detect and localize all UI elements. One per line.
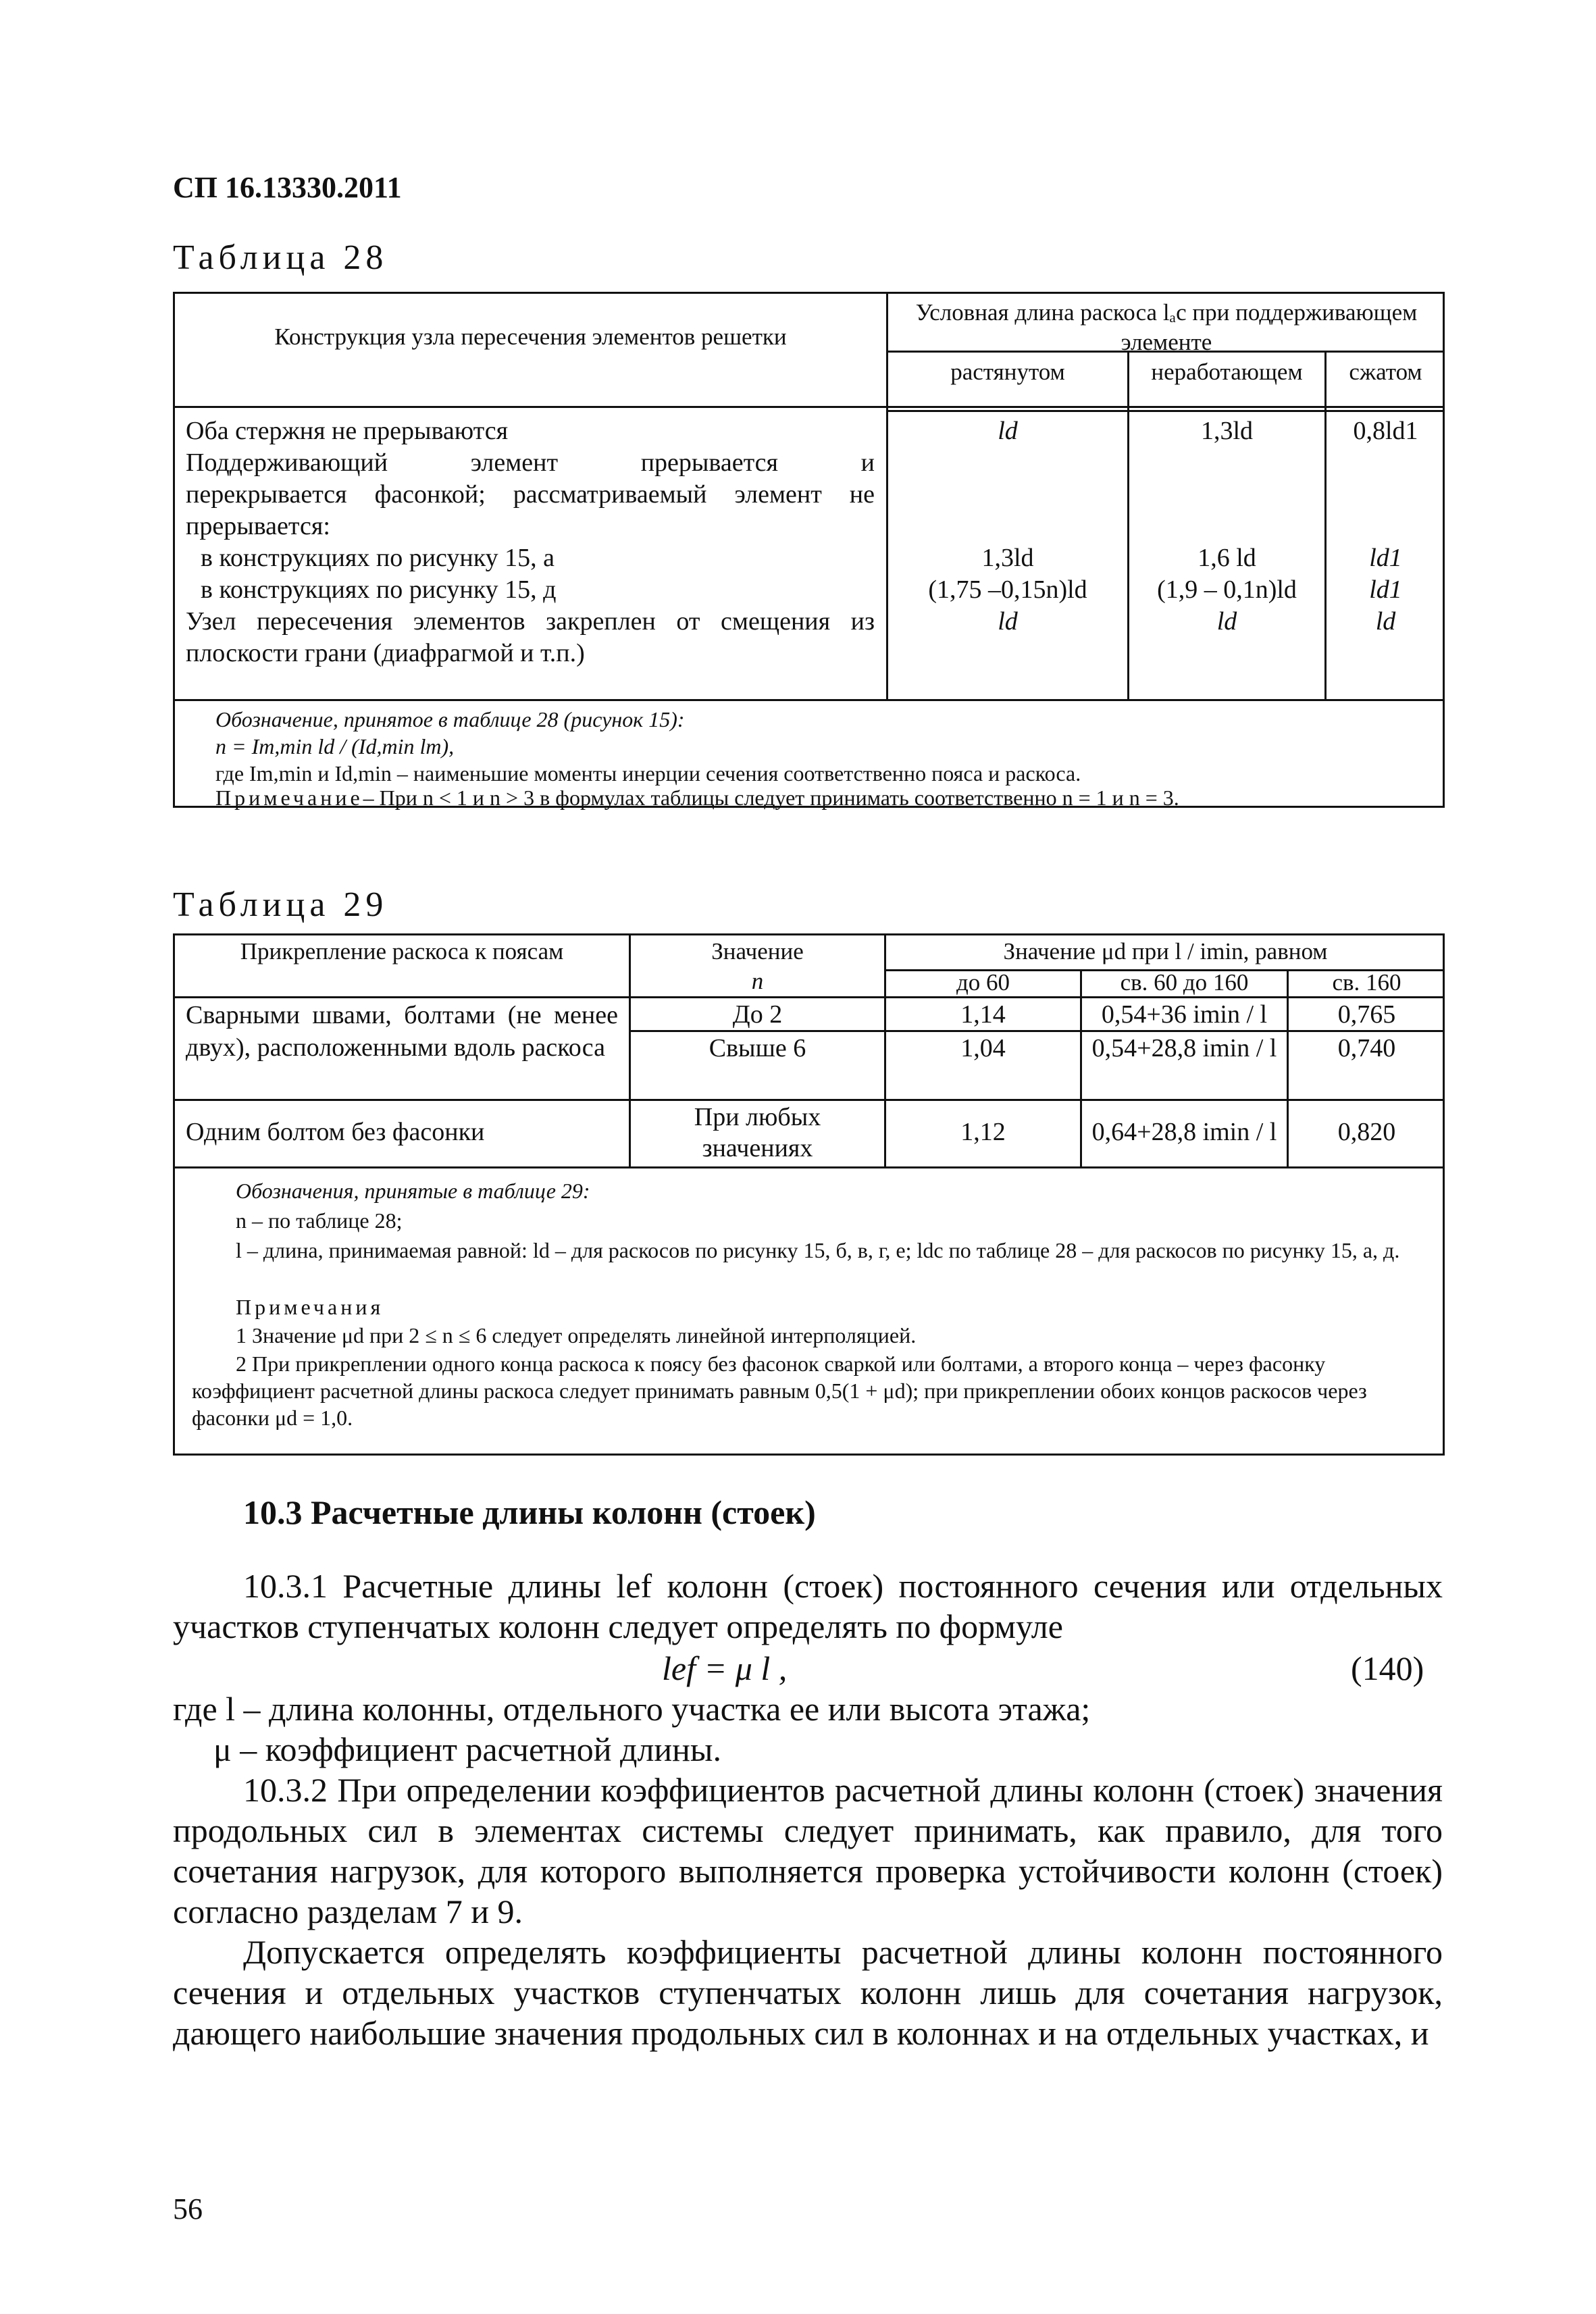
table-29-cell: 0,54+36 imin / l [1101, 1000, 1268, 1029]
table-28-row-text: в конструкциях по рисунку 15, д [201, 575, 557, 604]
table-29 [173, 933, 1445, 1456]
table-29-cell: 1,04 [960, 1034, 1006, 1062]
table-28-note: Обозначение, принятое в таблице 28 (рисунок 15): [215, 707, 685, 731]
table-28-note: n = Im,min ld / (Id,min lm), [215, 734, 455, 759]
table-28-group-head: Условная длина раскоса lₐc при поддерживающем элементе [915, 299, 1418, 355]
table-28-cell: 0,8ld1 [1353, 417, 1418, 445]
table-29-cell: 0,820 [1337, 1118, 1396, 1146]
table-29-head-mu: Значение μd при l / imin, равном [1003, 938, 1328, 965]
table-29-cell: 0,64+28,8 imin / l [1091, 1118, 1277, 1146]
table-29-note: 1 Значение μd при 2 ≤ n ≤ 6 следует определять линейной интерполяцией. [236, 1323, 917, 1347]
table-28 [173, 292, 1445, 808]
table-28-note [215, 784, 1179, 811]
table-28-row-text: Узел пересечения элементов закреплен от смещения из [186, 607, 875, 636]
table-29-note: n – по таблице 28; [236, 1208, 403, 1233]
table-29-cell: При любых значениях [694, 1103, 821, 1162]
table-29-cell: 0,765 [1337, 1000, 1396, 1029]
table-28-cell: 1,3ld [981, 544, 1034, 572]
paragraph-10-3-1: 10.3.1 Расчетные длины lef колонн (стоек) постоянного сечения или отдельных участков ступенчатых колонн следует определять по формуле [173, 1567, 1443, 1645]
table-29-sub-head: до 60 [956, 969, 1010, 996]
table-28-caption: Таблица 28 [173, 238, 388, 277]
table-28-sub-head-idle: неработающем [1151, 359, 1303, 385]
table-29-cell: 1,12 [960, 1118, 1006, 1146]
table-29-head-attachment: Прикрепление раскоса к поясам [240, 938, 564, 965]
table-28-cell: ld1 [1369, 544, 1402, 572]
table-28-cell: 1,3ld [1200, 417, 1254, 445]
note-label: Примечание [215, 786, 363, 810]
table-29-sub-head: св. 160 [1332, 969, 1401, 996]
formula-140: lef = μ l , [662, 1649, 788, 1687]
table-29-sub-head: св. 60 до 160 [1120, 969, 1249, 996]
table-28-cell: ld [998, 607, 1018, 636]
table-29-cell: До 2 [732, 1000, 783, 1029]
table-28-row-text: Поддерживающий элемент прерывается и [186, 448, 875, 477]
table-28-cell: ld [1216, 607, 1237, 636]
formula-number: (140) [1351, 1649, 1424, 1687]
table-29-caption: Таблица 29 [173, 885, 388, 924]
where-line-l: где l – длина колонны, отдельного участка ее или высота этажа; [173, 1690, 1091, 1728]
table-28-sub-head-tension: растянутом [950, 359, 1065, 385]
table-28-row-text: плоскости грани (диафрагмой и т.п.) [186, 639, 585, 667]
table-29-note: 2 При прикреплении одного конца раскоса к поясу без фасонок сваркой или болтами, а второго конца – через фасонку коэффициент расчетной длины раскоса следует принимать равным 0,5(1 + μd); при прикреплении обоих концов раскосов через фасонки μd = 1,0. [192, 1352, 1367, 1430]
table-29-cell: 0,54+28,8 imin / l [1091, 1034, 1277, 1062]
table-29-note: Примечания [236, 1295, 384, 1319]
table-28-cell: (1,9 – 0,1n)ld [1157, 575, 1297, 604]
table-28-cell: (1,75 –0,15n)ld [928, 575, 1087, 604]
page-number: 56 [173, 2192, 203, 2226]
table-29-head-n: Значение [711, 938, 804, 965]
paragraph-permitted: Допускается определять коэффициенты расчетной длины колонн постоянного сечения и отдельных участков ступенчатых колонн лишь для сочетания нагрузок, дающего наибольшие значения продольных сил в колоннах и на отдельных участках, и [173, 1933, 1443, 2052]
note-text: – При n < 1 и n > 3 в формулах таблицы следует принимать соответственно n = 1 и n = 3. [363, 786, 1179, 810]
document-header: СП 16.13330.2011 [173, 171, 402, 204]
table-29-cell: 1,14 [960, 1000, 1006, 1029]
section-title: 10.3 Расчетные длины колонн (стоек) [243, 1493, 816, 1531]
table-28-row-text: Оба стержня не прерываются [186, 417, 509, 445]
table-28-note: где Im,min и Id,min – наименьшие моменты инерции сечения соответственно пояса и раскоса. [215, 761, 1081, 786]
table-28-row-text: в конструкциях по рисунку 15, а [201, 544, 555, 572]
table-28-cell: 1,6 ld [1198, 544, 1256, 572]
table-28-sub-head-compression: сжатом [1349, 359, 1422, 385]
table-28-cell: ld1 [1369, 575, 1402, 604]
table-28-cell: ld [1375, 607, 1396, 636]
table-28-col-head: Конструкция узла пересечения элементов решетки [274, 324, 787, 350]
table-28-row-text: перекрывается фасонкой; рассматриваемый элемент не [186, 480, 875, 509]
table-29-cell: Свыше 6 [709, 1034, 806, 1062]
table-29-cell: 0,740 [1337, 1034, 1396, 1062]
table-29-note: l – длина, принимаемая равной: ld – для раскосов по рисунку 15, б, в, г, е; ldc по таблице 28 – для раскосов по рисунку 15, а, д. [236, 1238, 1400, 1262]
table-28-row-text: прерывается: [186, 512, 330, 540]
table-29-row-text: Сварными швами, болтами (не менее двух), расположенными вдоль раскоса [186, 1001, 618, 1062]
where-line-mu: μ – коэффициент расчетной длины. [213, 1730, 722, 1768]
table-28-cell: ld [998, 417, 1018, 445]
table-29-head-n-symbol: n [751, 968, 764, 994]
table-29-row-text: Одним болтом без фасонки [186, 1118, 485, 1146]
table-29-note: Обозначения, принятые в таблице 29: [236, 1179, 590, 1203]
paragraph-10-3-2: 10.3.2 При определении коэффициентов расчетной длины колонн (стоек) значения продольных сил в элементах системы следует принимать, как правило, для того сочетания нагрузок, для которого выполняется проверка устойчивости колонн (стоек) согласно разделам 7 и 9. [173, 1771, 1443, 1930]
